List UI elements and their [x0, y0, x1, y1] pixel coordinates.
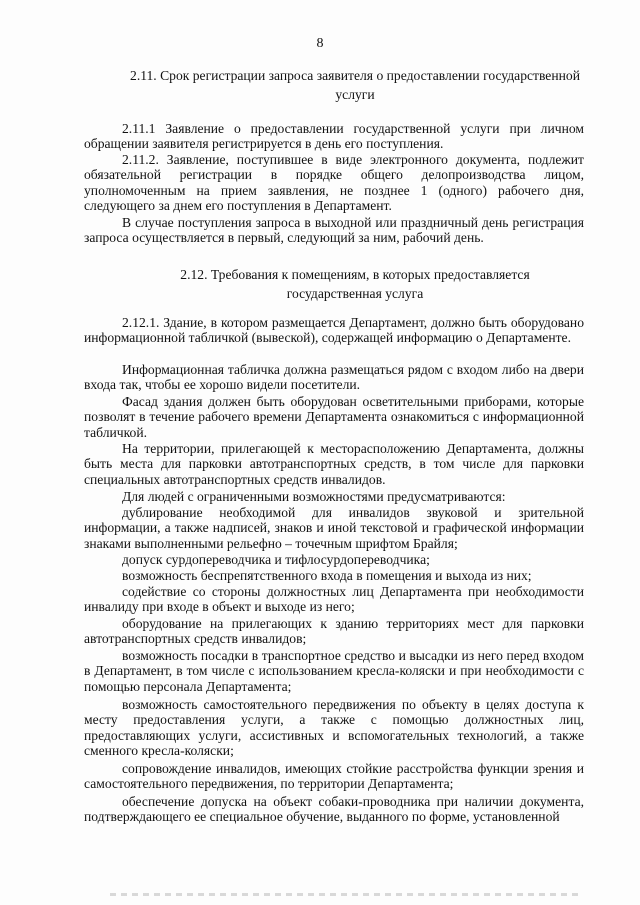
list-item-braille: дублирование необходимой для инвалидов звуковой и зрительной информации, а также надписей, знаков и иной текстовой и графической информации знаками выполненными рельефно – точечным шрифтом Брайля; — [84, 505, 584, 551]
list-item-escort: сопровождение инвалидов, имеющих стойкие расстройства функции зрения и самостоятельного передвижения, по территории Департамента; — [84, 761, 584, 792]
list-item-disabled-parking: оборудование на прилегающих к зданию территориях мест для парковки автотранспортных средств инвалидов; — [84, 616, 584, 647]
paragraph-2-11-1: 2.11.1 Заявление о предоставлении государственной услуги при личном обращении заявителя регистрируется в день его поступления. — [84, 121, 584, 152]
paragraph-2-12-1: 2.12.1. Здание, в котором размещается Департамент, должно быть оборудовано информационной табличкой (вывеской), содержащей информацию о Департаменте. — [84, 315, 584, 346]
paragraph-facade-lighting: Фасад здания должен быть оборудован осветительными приборами, которые позволят в течение рабочего времени Департамента ознакомиться с информационной табличкой. — [84, 394, 584, 440]
list-item-guide-dog: обеспечение допуска на объект собаки-проводника при наличии документа, подтверждающего ее специальное обучение, выданного по форме, установленной — [84, 794, 584, 825]
paragraph-2-11-2: 2.11.2. Заявление, поступившее в виде электронного документа, подлежит обязательной регистрации в порядке общего делопроизводства лицом, уполномоченным на прием заявления, не позднее 1 (одного) рабочего дня, следующего за днем его поступления в Департамент. — [84, 152, 584, 214]
paragraph-info-plate: Информационная табличка должна размещаться рядом с входом либо на двери входа так, чтобы ее хорошо видели посетители. — [84, 362, 584, 393]
paragraph-parking: На территории, прилегающей к месторасположению Департамента, должны быть места для парковки автотранспортных средств, в том числе для парковки специальных автотранспортных средств инвалидов. — [84, 441, 584, 487]
section-2-12-title-line2: государственная услуга — [286, 286, 424, 301]
section-2-12-heading — [120, 265, 590, 303]
list-item-staff-assistance: содействие со стороны должностных лиц Департамента при необходимости инвалиду при входе в объект и выходе из него; — [84, 584, 584, 615]
section-2-11-title-line2: услуги — [335, 87, 375, 102]
list-item-free-entry: возможность беспрепятственного входа в помещения и выхода из них; — [122, 568, 532, 583]
section-2-11-heading — [120, 66, 590, 104]
list-item-independent-movement: возможность самостоятельного передвижения по объекту в целях доступа к месту предоставления услуги, а также с помощью должностных лиц, предоставляющих услуги, ассистивных и вспомогательных технологий, а также сменного кресла-коляски; — [84, 697, 584, 759]
list-item-vehicle-boarding: возможность посадки в транспортное средство и высадки из него перед входом в Департамент, в том числе с использованием кресла-коляски и при необходимости с помощью персонала Департамента; — [84, 648, 584, 694]
paragraph-disabled-intro: Для людей с ограниченными возможностями предусматриваются: — [122, 489, 506, 504]
list-item-sign-interpreter: допуск сурдопереводчика и тифлосурдопереводчика; — [122, 552, 430, 567]
paragraph-weekend-registration: В случае поступления запроса в выходной или праздничный день регистрация запроса осуществляется в первый, следующий за ним, рабочий день. — [84, 215, 584, 246]
section-2-11-title-line1: 2.11. Срок регистрации запроса заявителя о предоставлении государственной — [130, 68, 580, 83]
scan-artifact-line — [110, 893, 580, 896]
page-number: 8 — [316, 36, 324, 51]
section-2-12-title-line1: 2.12. Требования к помещениям, в которых предоставляется — [180, 267, 530, 282]
